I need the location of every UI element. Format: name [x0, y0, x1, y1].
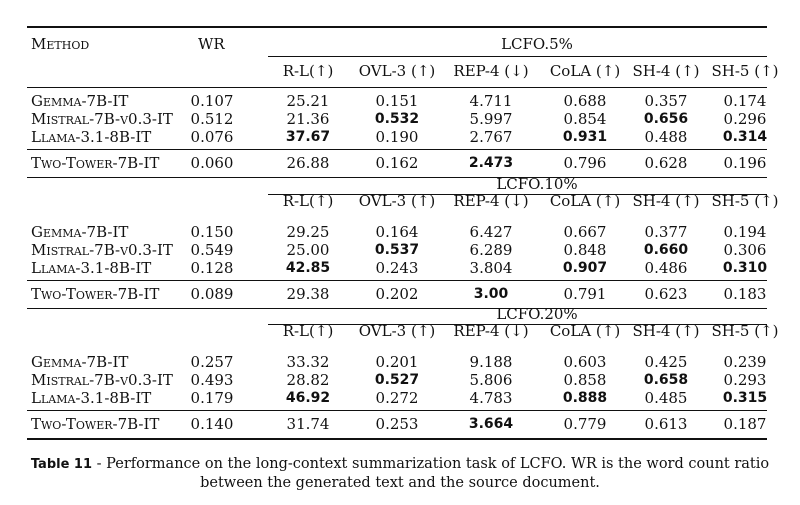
metric-value: 0.164	[375, 223, 419, 241]
metric-header: SH-4 (↑)	[632, 322, 700, 340]
metric-value: 0.357	[644, 92, 688, 110]
wr-value: 0.493	[190, 371, 234, 389]
metric-value: 0.243	[375, 259, 419, 277]
metric-value: 0.293	[723, 371, 767, 389]
caption-label: Table 11	[30, 457, 93, 472]
method-name: Gemma-7B-IT	[31, 92, 129, 110]
metric-value: 0.202	[375, 285, 419, 303]
metric-value: 33.32	[286, 353, 330, 371]
metric-value: 3.804	[469, 259, 513, 277]
metric-value: 0.151	[375, 92, 419, 110]
metric-value: 42.85	[285, 260, 331, 276]
method-name-two-tower: Two-Tower-7B-IT	[31, 285, 160, 303]
metric-header: SH-5 (↑)	[711, 62, 779, 80]
metric-value: 6.289	[469, 241, 513, 259]
metric-header: SH-5 (↑)	[711, 192, 779, 210]
block-end-rule	[27, 177, 767, 178]
metric-value: 0.660	[643, 242, 689, 258]
metric-value: 0.190	[375, 128, 419, 146]
two-tower-rule	[27, 149, 767, 150]
method-name: Llama-3.1-8B-IT	[31, 259, 152, 277]
metric-header: OVL-3 (↑)	[358, 322, 436, 340]
metric-header: REP-4 (↓)	[453, 192, 529, 210]
block-label: LCFO.20%	[496, 305, 578, 323]
metric-header: SH-5 (↑)	[711, 322, 779, 340]
metric-header: REP-4 (↓)	[453, 322, 529, 340]
metric-header: REP-4 (↓)	[453, 62, 529, 80]
wr-value: 0.179	[190, 389, 234, 407]
metric-value: 2.473	[468, 155, 514, 171]
metric-value: 3.00	[473, 286, 509, 302]
metric-value: 0.194	[723, 223, 767, 241]
method-name: Mistral-7B-v0.3-IT	[31, 110, 173, 128]
metric-value: 0.667	[563, 223, 607, 241]
metric-value: 5.806	[469, 371, 513, 389]
block-end-rule	[27, 308, 767, 309]
wr-value: 0.150	[190, 223, 234, 241]
metric-header: OVL-3 (↑)	[358, 192, 436, 210]
wr-value: 0.107	[190, 92, 234, 110]
metric-value: 0.658	[643, 372, 689, 388]
metric-value: 0.201	[375, 353, 419, 371]
metric-value: 0.296	[723, 110, 767, 128]
metric-value: 0.623	[644, 285, 688, 303]
metric-value: 25.00	[286, 241, 330, 259]
metric-value: 0.603	[563, 353, 607, 371]
metric-value: 0.931	[562, 129, 608, 145]
metric-value: 0.310	[722, 260, 768, 276]
wr-value: 0.549	[190, 241, 234, 259]
metric-value: 0.688	[563, 92, 607, 110]
metric-value: 0.306	[723, 241, 767, 259]
metric-value: 0.488	[644, 128, 688, 146]
metric-header: CoLA (↑)	[549, 192, 621, 210]
method-name-two-tower: Two-Tower-7B-IT	[31, 415, 160, 433]
metric-header: R-L(↑)	[282, 322, 334, 340]
bottom-rule	[27, 438, 767, 440]
metric-value: 0.425	[644, 353, 688, 371]
metric-value: 0.907	[562, 260, 608, 276]
wr-value: 0.257	[190, 353, 234, 371]
metric-value: 0.314	[722, 129, 768, 145]
method-name: Mistral-7B-v0.3-IT	[31, 241, 173, 259]
metric-value: 25.21	[286, 92, 330, 110]
column-header-method: Method	[31, 35, 90, 53]
metric-value: 29.38	[286, 285, 330, 303]
metric-header: R-L(↑)	[282, 192, 334, 210]
method-name: Llama-3.1-8B-IT	[31, 128, 152, 146]
table-caption	[30, 455, 770, 493]
metric-value: 0.196	[723, 154, 767, 172]
metric-value: 0.613	[644, 415, 688, 433]
method-name: Llama-3.1-8B-IT	[31, 389, 152, 407]
wr-value: 0.076	[190, 128, 234, 146]
two-tower-rule	[27, 280, 767, 281]
metric-value: 0.888	[562, 390, 608, 406]
metric-value: 2.767	[469, 128, 513, 146]
metric-header: SH-4 (↑)	[632, 192, 700, 210]
wr-value: 0.060	[190, 154, 234, 172]
method-name: Gemma-7B-IT	[31, 223, 129, 241]
metric-value: 0.377	[644, 223, 688, 241]
metric-value: 0.779	[563, 415, 607, 433]
metric-value: 4.783	[469, 389, 513, 407]
metric-header: CoLA (↑)	[549, 322, 621, 340]
metric-value: 0.537	[374, 242, 420, 258]
metric-value: 26.88	[286, 154, 330, 172]
metric-header: SH-4 (↑)	[632, 62, 700, 80]
method-name: Mistral-7B-v0.3-IT	[31, 371, 173, 389]
column-header-wr: WR	[198, 35, 225, 53]
metric-value: 0.486	[644, 259, 688, 277]
metric-value: 0.315	[722, 390, 768, 406]
metric-value: 0.796	[563, 154, 607, 172]
metric-value: 46.92	[285, 390, 331, 406]
block-label-rule	[268, 56, 767, 57]
metric-value: 0.628	[644, 154, 688, 172]
metric-value: 28.82	[286, 371, 330, 389]
metric-header: OVL-3 (↑)	[358, 62, 436, 80]
metric-header: R-L(↑)	[282, 62, 334, 80]
metric-value: 0.239	[723, 353, 767, 371]
metric-value: 37.67	[285, 129, 331, 145]
metric-value: 0.854	[563, 110, 607, 128]
metric-value: 0.485	[644, 389, 688, 407]
metric-value: 0.527	[374, 372, 420, 388]
metric-value: 0.253	[375, 415, 419, 433]
metric-value: 0.272	[375, 389, 419, 407]
metric-value: 5.997	[469, 110, 513, 128]
metric-value: 0.187	[723, 415, 767, 433]
metric-value: 29.25	[286, 223, 330, 241]
metric-value: 3.664	[468, 416, 514, 432]
metric-header: CoLA (↑)	[549, 62, 621, 80]
metric-value: 0.174	[723, 92, 767, 110]
metric-value: 21.36	[286, 110, 330, 128]
metric-value: 0.162	[375, 154, 419, 172]
wr-value: 0.140	[190, 415, 234, 433]
two-tower-rule	[27, 410, 767, 411]
method-name-two-tower: Two-Tower-7B-IT	[31, 154, 160, 172]
metric-value: 0.656	[643, 111, 689, 127]
wr-value: 0.512	[190, 110, 234, 128]
metric-value: 0.183	[723, 285, 767, 303]
metric-value: 4.711	[469, 92, 513, 110]
wr-value: 0.128	[190, 259, 234, 277]
method-name: Gemma-7B-IT	[31, 353, 129, 371]
metric-value: 0.791	[563, 285, 607, 303]
metric-value: 6.427	[469, 223, 513, 241]
metric-value: 0.858	[563, 371, 607, 389]
metric-value: 9.188	[469, 353, 513, 371]
wr-value: 0.089	[190, 285, 234, 303]
metric-value: 31.74	[286, 415, 330, 433]
header-rule	[27, 87, 767, 88]
block-label: LCFO.5%	[501, 35, 573, 53]
caption-text: - Performance on the long-context summarization task of LCFO. WR is the word count ratio between the generated text and the source document.	[92, 456, 770, 491]
block-label: LCFO.10%	[496, 175, 578, 193]
top-rule	[27, 26, 767, 28]
metric-value: 0.848	[563, 241, 607, 259]
metric-value: 0.532	[374, 111, 420, 127]
